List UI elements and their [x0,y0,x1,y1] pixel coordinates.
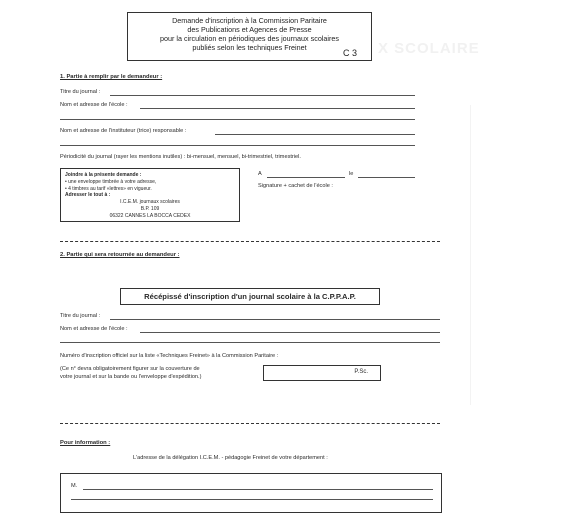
psc-label: P.Sc. [354,369,368,375]
title-line: des Publications et Agences de Presse [187,25,312,34]
delegation-address-box[interactable] [60,473,442,513]
receipt-title-box [120,288,380,305]
official-number-label: Numéro d'inscription officiel sur la liste «Techniques Freinet» à la Commission Paritaire : [60,353,279,359]
m-label: M. [71,483,78,489]
school-label: Nom et adresse de l'école : [60,102,128,108]
journal-title-field[interactable] [110,95,415,96]
bleed-through-lines [470,105,561,405]
note-line: votre journal et sur la bande ou l'enveloppe d'expédition.) [60,374,202,380]
delegation-field-1[interactable] [83,489,433,490]
bleed-through-text: X SCOLAIRE [378,40,480,57]
signature-label: Signature + cachet de l'école : [258,183,333,189]
school-field-2[interactable] [60,119,415,120]
form-title-box [127,12,372,61]
title-line: pour la circulation en périodiques des journaux scolaires [160,34,339,43]
school-field-4[interactable] [60,342,440,343]
address-heading: Adresser le tout à : [65,192,111,199]
journal-title-label-2: Titre du journal : [60,313,101,319]
part2-heading: 2. Partie qui sera retournée au demandeur : [60,252,180,258]
delegation-field-2[interactable] [71,499,433,500]
note-line: (Ce n° devra obligatoirement figurer sur la couverture de [60,366,200,372]
teacher-field-2[interactable] [60,145,415,146]
address-line: B.P. 109 [140,205,160,212]
place-label: A [258,171,262,177]
title-line: Demande d'inscription à la Commission Paritaire [172,16,327,25]
teacher-field[interactable] [215,134,415,135]
date-label: le [349,171,354,177]
school-field[interactable] [140,108,415,109]
address-line: 06322 CANNES LA BOCCA CEDEX [109,212,191,219]
psc-number-box[interactable] [263,365,381,381]
journal-title-label: Titre du journal : [60,89,101,95]
place-field[interactable] [267,177,345,178]
join-heading: Joindre à la présente demande : [65,172,142,178]
teacher-label: Nom et adresse de l'instituteur (trice) responsable : [60,128,187,134]
info-text: L'adresse de la délégation I.C.E.M. - pédagogie Freinet de votre département : [133,455,328,461]
join-item: • une enveloppe timbrée à votre adresse, [65,178,157,185]
info-heading: Pour information : [60,440,111,446]
school-field-3[interactable] [140,332,440,333]
form-code: C 3 [342,47,357,58]
address-line: I.C.E.M. journaux scolaires [120,199,180,205]
journal-title-field-2[interactable] [110,319,440,320]
periodicity-label: Périodicité du journal (rayer les mentions inutiles) : bi-mensuel, mensuel, bi-trimestriel, trimestriel. [60,154,301,160]
receipt-title: Récépissé d'inscription d'un journal scolaire à la C.P.P.A.P. [144,292,356,301]
join-instructions-box [60,168,240,222]
join-item: • 4 timbres au tarif «lettres» en vigueur. [65,185,152,192]
title-line: publiés selon les techniques Freinet [192,43,307,52]
school-label-2: Nom et adresse de l'école : [60,326,128,332]
cut-line [60,241,440,242]
part1-heading: 1. Partie à remplir par le demandeur : [60,74,163,80]
date-field[interactable] [358,177,415,178]
cut-line-2 [60,423,440,424]
